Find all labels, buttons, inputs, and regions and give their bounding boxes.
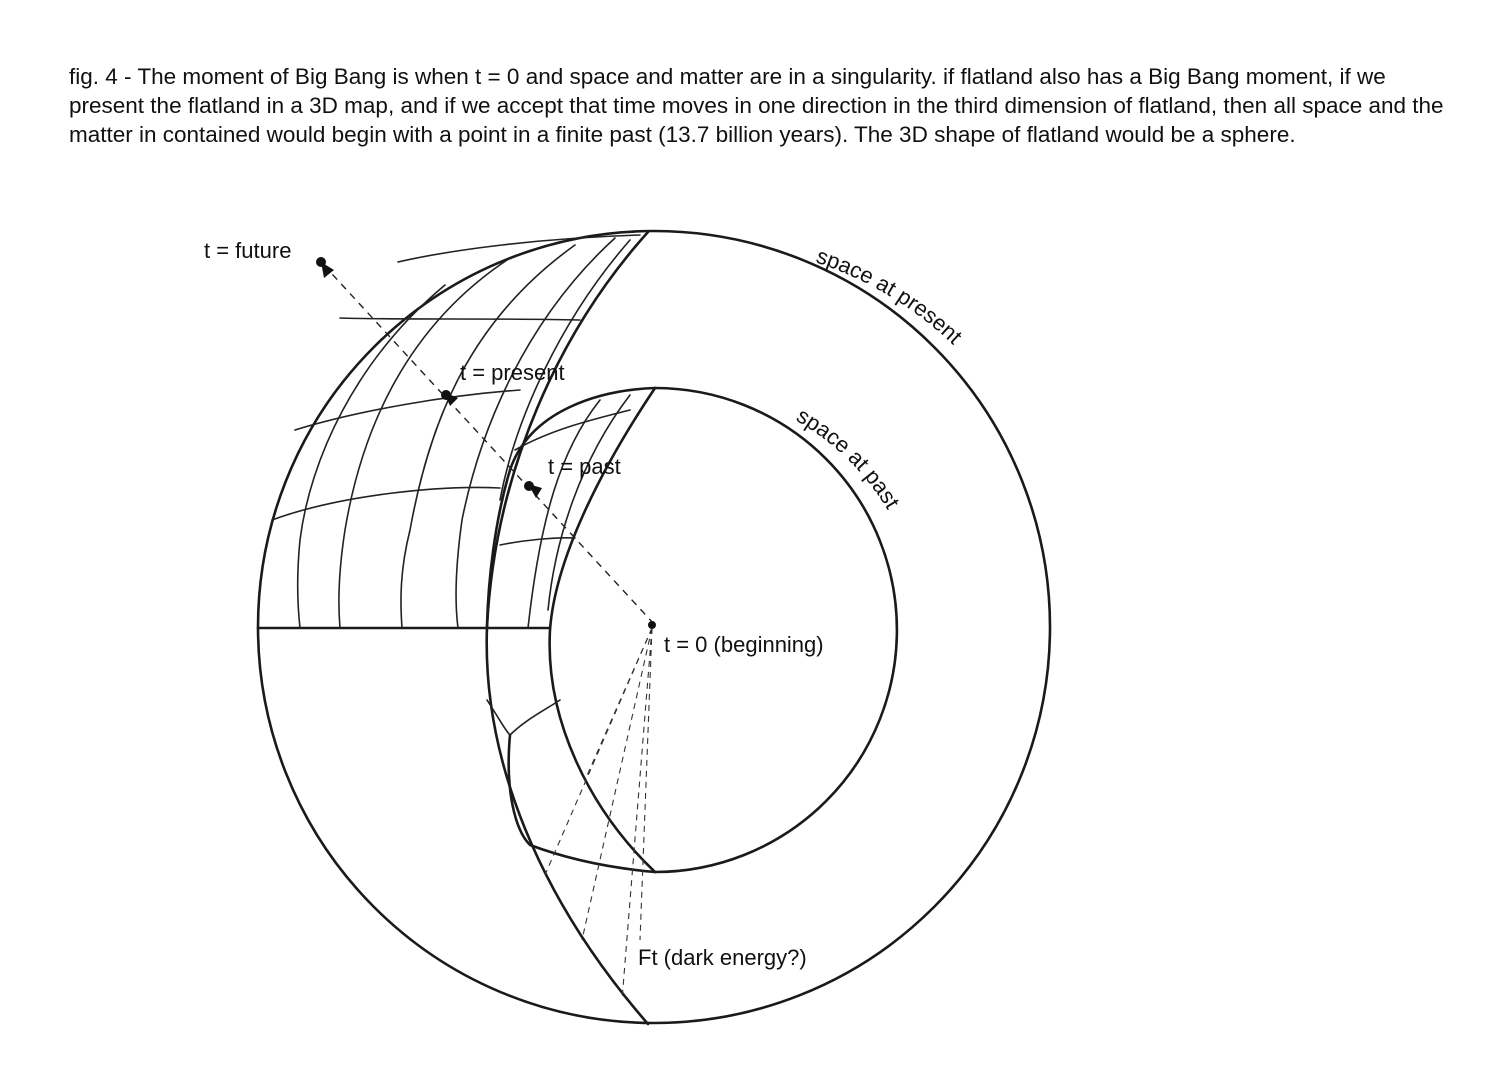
inner-shell-bottom	[509, 735, 655, 872]
figure-caption: fig. 4 - The moment of Big Bang is when t = 0 and space and matter are in a singularity. if flatland also has a Big Bang moment, if we present the flatland in a 3D map, and if we accept that time moves in one direction in the third dimension of flatland, then all space and the matter in contained would begin with a point in a finite past (13.7 billion years). The 3D shape of flatland would be a sphere.	[69, 64, 1444, 147]
inner-shell-notch	[487, 700, 560, 735]
outer-longitude	[298, 285, 445, 628]
dark-energy-line	[585, 628, 652, 780]
label-space-present-path: space at present	[813, 243, 968, 349]
label-t-present: t = present	[460, 360, 565, 385]
point-present	[441, 390, 451, 400]
outer-longitude	[339, 258, 510, 628]
label-t-past: t = past	[548, 454, 621, 479]
label-t-future: t = future	[204, 238, 292, 263]
label-space-present	[813, 243, 967, 349]
label-space-past	[792, 403, 904, 513]
inner-grid	[528, 400, 600, 628]
time-axis	[321, 262, 654, 624]
point-future	[316, 257, 326, 267]
inner-grid	[500, 538, 575, 545]
point-past	[524, 481, 534, 491]
point-origin	[648, 621, 656, 629]
outer-latitude	[295, 390, 520, 430]
label-space-past-path: space at past	[792, 402, 905, 513]
dark-energy-line	[545, 628, 652, 875]
label-dark-energy: Ft (dark energy?)	[638, 945, 807, 970]
label-t-zero: t = 0 (beginning)	[664, 632, 824, 657]
